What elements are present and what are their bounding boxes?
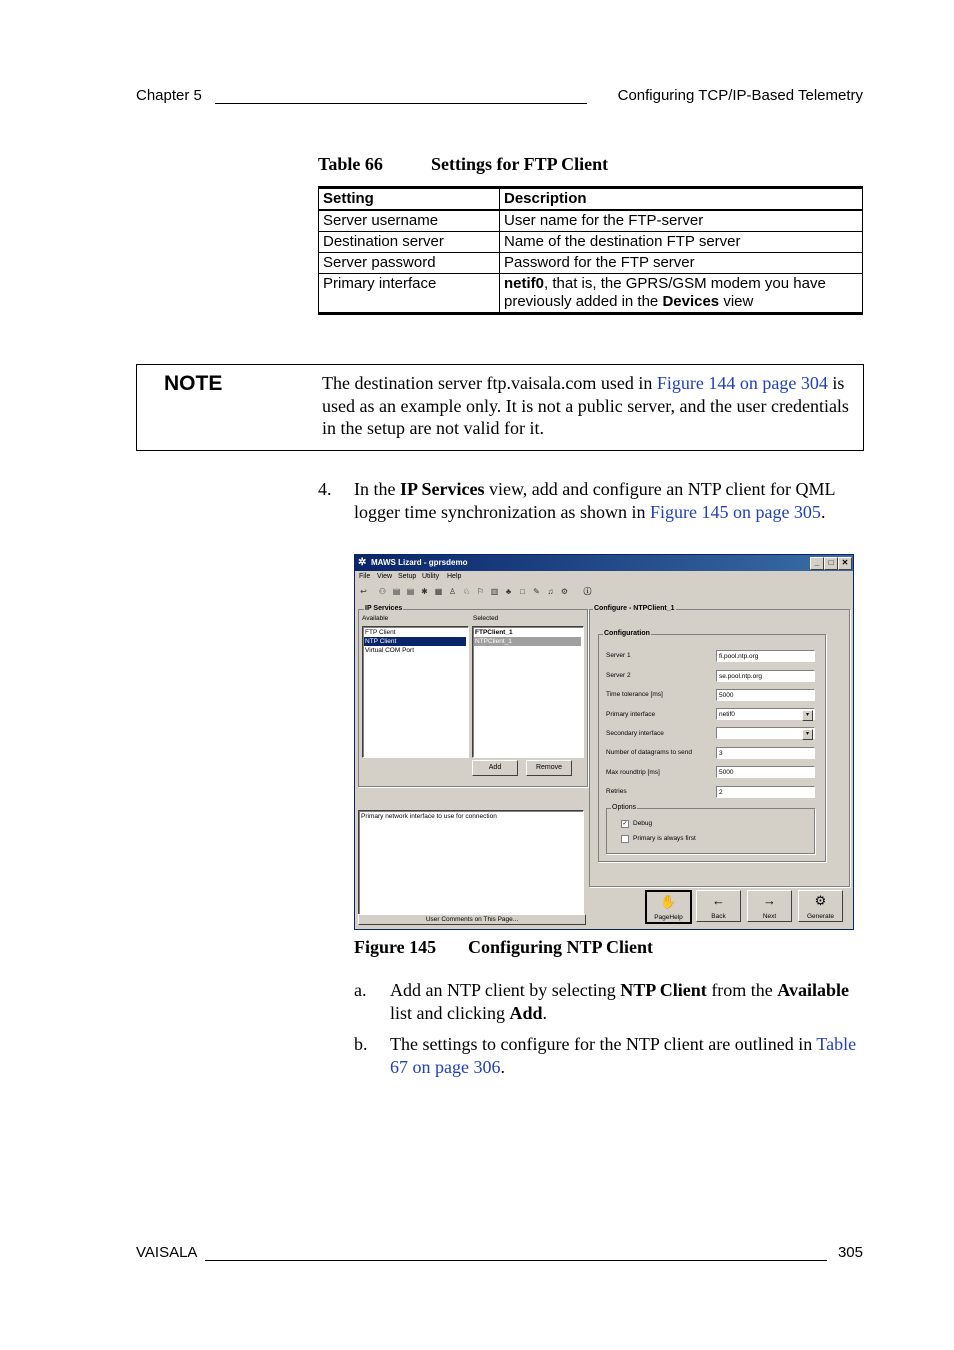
- ip-services-title: IP Services: [365, 605, 403, 612]
- bell-icon[interactable]: ♫: [547, 587, 554, 596]
- window-titlebar: [355, 555, 853, 571]
- debug-checkbox[interactable]: ✓: [622, 821, 628, 827]
- info-icon[interactable]: ⓘ: [583, 587, 592, 596]
- generate-icon: ⚙: [814, 893, 827, 908]
- column-header-description: Description: [500, 188, 863, 211]
- options-group: [606, 808, 815, 854]
- settings-table: [318, 186, 863, 315]
- primary-first-checkbox[interactable]: [621, 835, 629, 843]
- note-text: [322, 372, 857, 440]
- list-item[interactable]: NTP Client: [364, 637, 466, 646]
- ntp-client-term: NTP Client: [620, 980, 707, 1000]
- table-row: [319, 210, 863, 232]
- step-text: list and clicking: [390, 1002, 510, 1023]
- minimize-icon[interactable]: _: [810, 557, 824, 570]
- device-icon[interactable]: ▤: [406, 587, 415, 596]
- back-arrow-icon[interactable]: ↩: [360, 587, 367, 596]
- header-rule: [215, 103, 587, 104]
- netif0-term: netif0: [504, 275, 545, 292]
- menu-setup[interactable]: Setup: [398, 573, 417, 580]
- field-label: Number of datagrams to send: [606, 749, 692, 756]
- step-text: The settings to configure for the NTP client are outlined in: [390, 1034, 817, 1054]
- configuration-title: Configuration: [604, 630, 650, 637]
- table-caption-number: Table 66: [318, 154, 383, 174]
- table-row: [319, 253, 863, 274]
- figure-144-link[interactable]: Figure 144 on page 304: [656, 373, 828, 393]
- gear-icon[interactable]: ⚙: [560, 587, 569, 596]
- window-title: MAWS Lizard - gprsdemo: [371, 558, 468, 567]
- step-text: Add an NTP client by selecting: [390, 980, 621, 1000]
- step-text: .: [820, 501, 826, 522]
- arrow-right-icon: →: [763, 893, 776, 908]
- table-caption-title: Settings for FTP Client: [431, 154, 609, 174]
- setting-cell: Server password: [319, 253, 500, 274]
- user-comments-button[interactable]: User Comments on This Page...: [358, 914, 586, 925]
- table-row: [319, 274, 863, 314]
- list-item[interactable]: FTP Client: [365, 629, 396, 636]
- note-label: NOTE: [164, 372, 223, 395]
- field-label: Retries: [606, 788, 627, 795]
- flag-icon[interactable]: ⚐: [476, 587, 485, 596]
- table-header-row: [319, 188, 863, 211]
- selected-label: Selected: [473, 615, 499, 622]
- bars-icon[interactable]: ▥: [490, 587, 499, 596]
- help-text-box: [358, 810, 584, 915]
- desc-text: , that is, the GPRS/GSM modem you have previously added in the: [504, 275, 826, 310]
- step-text: from the: [706, 980, 778, 1000]
- menu-utility[interactable]: Utility: [422, 573, 440, 580]
- chevron-down-icon[interactable]: ▾: [802, 729, 813, 740]
- field-label: Primary interface: [606, 711, 656, 718]
- close-icon[interactable]: ✕: [838, 557, 852, 570]
- page-icon[interactable]: □: [520, 587, 525, 596]
- step-text: view, add and configure an NTP client for QML logger time synchronization as shown in: [354, 479, 835, 522]
- step-a-text: [390, 979, 860, 1024]
- column-header-setting: Setting: [319, 188, 500, 211]
- setting-cell: Server username: [319, 210, 500, 232]
- field-label: Secondary interface: [606, 730, 664, 737]
- footer-rule: [205, 1260, 827, 1261]
- step-4-number: 4.: [318, 479, 332, 499]
- device-icon[interactable]: ▤: [392, 587, 401, 596]
- step-text: .: [542, 1002, 548, 1023]
- step-4-text: [354, 478, 864, 523]
- star-icon[interactable]: ✱: [421, 587, 428, 596]
- help-icon: ✋: [660, 894, 677, 909]
- max-roundtrip-input[interactable]: 5000: [716, 766, 815, 778]
- setting-cell: Destination server: [319, 232, 500, 253]
- debug-label: Debug: [633, 820, 653, 827]
- description-cell: Name of the destination FTP server: [500, 232, 863, 253]
- menu-file[interactable]: File: [359, 573, 371, 580]
- select-value: netif0: [719, 711, 735, 718]
- selected-list[interactable]: [472, 626, 584, 758]
- datagrams-input[interactable]: 3: [716, 747, 815, 759]
- step-a-letter: a.: [354, 980, 367, 1000]
- help-text: Primary network interface to use for connection: [361, 813, 497, 820]
- options-title: Options: [612, 804, 637, 811]
- description-cell: Password for the FTP server: [500, 253, 863, 274]
- desc-text: view: [719, 293, 754, 310]
- table-67-link[interactable]: Table 67 on page 306: [390, 1034, 857, 1077]
- list-item[interactable]: FTPClient_1: [475, 629, 513, 636]
- available-term: Available: [777, 980, 849, 1000]
- generate-button[interactable]: [798, 890, 843, 922]
- menu-help[interactable]: Help: [447, 573, 462, 580]
- figure-145-link[interactable]: Figure 145 on page 305: [649, 501, 821, 522]
- toolbar: [357, 586, 851, 600]
- arrow-left-icon: ←: [712, 893, 725, 908]
- field-label: Server 2: [606, 672, 631, 679]
- header-title: Configuring TCP/IP-Based Telemetry: [617, 87, 863, 104]
- figure-caption-number: Figure 145: [354, 937, 437, 957]
- list-item[interactable]: NTPClient_1: [474, 637, 581, 646]
- pagehelp-button[interactable]: [645, 890, 692, 924]
- primary-interface-select[interactable]: [716, 708, 815, 720]
- step-b-letter: b.: [354, 1034, 368, 1054]
- nav-label: PageHelp: [654, 914, 683, 921]
- note-box: [136, 364, 864, 451]
- step-b-text: [390, 1033, 860, 1078]
- primary-first-label: Primary is always first: [633, 835, 696, 842]
- figure-caption-title: Configuring NTP Client: [468, 937, 654, 957]
- nav-label: Back: [711, 913, 726, 920]
- field-label: Time tolerance [ms]: [606, 691, 663, 698]
- edit-icon[interactable]: ✎: [533, 587, 540, 596]
- nav-label: Generate: [806, 913, 835, 920]
- page-number: 305: [837, 1244, 863, 1261]
- header-chapter: Chapter 5: [136, 87, 202, 104]
- footer-company: VAISALA: [136, 1244, 198, 1261]
- step-text: In the: [354, 479, 400, 499]
- run-icon[interactable]: ♘: [462, 587, 471, 596]
- server-1-input[interactable]: fi.pool.ntp.org: [716, 650, 815, 662]
- time-tolerance-input[interactable]: 5000: [716, 689, 815, 701]
- nav-label: Next: [762, 913, 777, 920]
- secondary-interface-select[interactable]: [716, 727, 815, 739]
- network-icon[interactable]: ⚇: [378, 587, 387, 596]
- remove-button[interactable]: Remove: [526, 760, 572, 776]
- table-row: [319, 232, 863, 253]
- bike-icon[interactable]: ♣: [505, 587, 512, 596]
- back-button[interactable]: [696, 890, 741, 922]
- field-label: Server 1: [606, 652, 631, 659]
- step-text: .: [500, 1056, 505, 1077]
- field-label: Max roundtrip [ms]: [606, 769, 660, 776]
- grid-icon[interactable]: ▦: [434, 587, 443, 596]
- server-2-input[interactable]: se.pool.ntp.org: [716, 670, 815, 682]
- add-button[interactable]: Add: [472, 760, 518, 776]
- ip-services-term: IP Services: [399, 479, 485, 499]
- setting-cell: Primary interface: [319, 274, 500, 314]
- app-icon: ✲: [358, 557, 367, 568]
- maximize-icon[interactable]: □: [824, 557, 838, 570]
- note-text-part: is used as an example only. It is not a public server, and the user credentials in the setup are not valid for it.: [322, 373, 849, 438]
- add-term: Add: [509, 1002, 543, 1023]
- list-item[interactable]: Virtual COM Port: [365, 647, 415, 654]
- note-text-part: The destination server ftp.vaisala.com used in: [322, 373, 657, 393]
- available-list[interactable]: [362, 626, 469, 758]
- retries-input[interactable]: 2: [716, 786, 815, 798]
- description-cell: [500, 274, 863, 314]
- available-label: Available: [362, 615, 389, 622]
- configure-title: Configure - NTPClient_1: [594, 605, 675, 612]
- chevron-down-icon[interactable]: ▾: [802, 710, 813, 721]
- menu-view[interactable]: View: [377, 573, 393, 580]
- menu-bar: [355, 572, 853, 584]
- maws-lizard-screenshot: [354, 554, 854, 930]
- next-button[interactable]: [747, 890, 792, 922]
- devices-term: Devices: [662, 293, 720, 310]
- description-cell: User name for the FTP-server: [500, 210, 863, 232]
- run-icon[interactable]: ♙: [448, 587, 457, 596]
